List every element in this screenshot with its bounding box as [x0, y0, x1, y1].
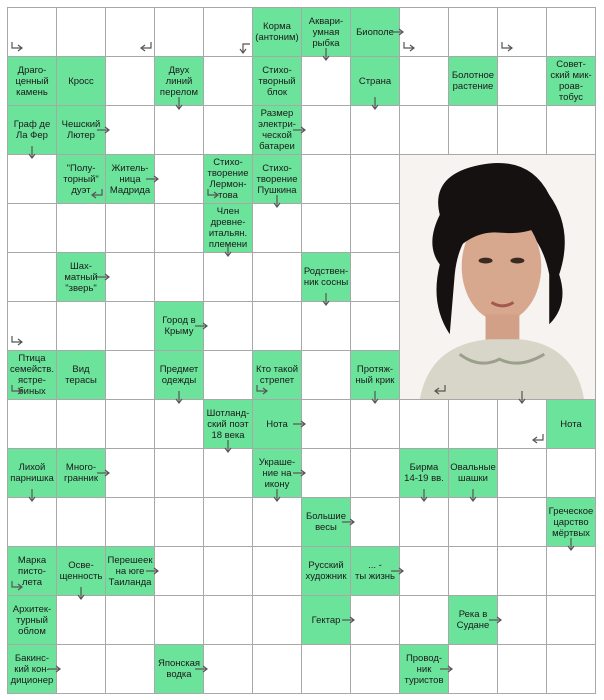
answer-cell[interactable]	[105, 203, 155, 253]
answer-cell[interactable]	[350, 399, 400, 449]
clue-cell	[399, 644, 449, 694]
answer-cell[interactable]	[105, 7, 155, 57]
clue-cell	[350, 7, 400, 57]
answer-cell[interactable]	[203, 350, 253, 400]
clue-cell	[252, 399, 302, 449]
clue-cell	[350, 56, 400, 106]
clue-cell	[203, 203, 253, 253]
clue-cell	[154, 350, 204, 400]
answer-cell[interactable]	[399, 546, 449, 596]
answer-cell[interactable]	[203, 644, 253, 694]
answer-cell[interactable]	[546, 7, 596, 57]
clue-text: Перешеек на юге Таиланда	[107, 554, 153, 588]
answer-cell[interactable]	[350, 644, 400, 694]
clue-text: Марка писто- лета	[17, 554, 47, 588]
answer-cell[interactable]	[448, 644, 498, 694]
clue-text: Лихой парнишка	[10, 462, 54, 484]
answer-cell[interactable]	[350, 595, 400, 645]
clue-cell	[252, 56, 302, 106]
clue-cell	[546, 56, 596, 106]
clue-cell	[7, 448, 57, 498]
answer-cell[interactable]	[154, 105, 204, 155]
clue-text: Драго- ценный камень	[15, 64, 49, 98]
answer-cell[interactable]	[105, 56, 155, 106]
clue-text: Нота	[560, 418, 582, 430]
clue-cell	[7, 644, 57, 694]
clue-text: Провод- ник туристов	[404, 652, 444, 686]
answer-cell[interactable]	[399, 595, 449, 645]
answer-cell[interactable]	[56, 497, 106, 547]
answer-cell[interactable]	[105, 399, 155, 449]
answer-cell[interactable]	[301, 350, 351, 400]
clue-cell	[546, 399, 596, 449]
clue-text: Греческое царство мёртвых	[548, 505, 594, 539]
answer-cell[interactable]	[203, 7, 253, 57]
clue-cell	[56, 105, 106, 155]
answer-cell[interactable]	[399, 497, 449, 547]
answer-cell[interactable]	[154, 7, 204, 57]
answer-cell[interactable]	[448, 546, 498, 596]
answer-cell[interactable]	[154, 448, 204, 498]
clue-text: "Полу- торный" дуэт	[63, 162, 99, 196]
clue-text: Совет- ский мик- роав- тобус	[550, 59, 592, 103]
clue-cell	[56, 546, 106, 596]
clue-text: Бакинс- кий кон- диционер	[10, 652, 54, 686]
answer-cell[interactable]	[546, 644, 596, 694]
clue-cell	[105, 546, 155, 596]
answer-cell[interactable]	[7, 497, 57, 547]
clue-text: Вид терасы	[65, 364, 97, 386]
answer-cell[interactable]	[7, 154, 57, 204]
answer-cell[interactable]	[252, 497, 302, 547]
answer-cell[interactable]	[301, 399, 351, 449]
answer-cell[interactable]	[399, 399, 449, 449]
answer-cell[interactable]	[497, 105, 547, 155]
clue-text: Двух линий перелом	[159, 64, 199, 98]
clue-text: Член древне- итальян. племени	[208, 206, 248, 250]
clue-cell	[448, 595, 498, 645]
clue-text: Корма (антоним)	[255, 21, 299, 43]
answer-cell[interactable]	[154, 399, 204, 449]
answer-cell[interactable]	[105, 252, 155, 302]
answer-cell[interactable]	[301, 56, 351, 106]
clue-cell	[546, 497, 596, 547]
answer-cell[interactable]	[154, 203, 204, 253]
clue-cell	[7, 595, 57, 645]
clue-text: Кто такой стрепет	[255, 364, 299, 386]
clue-cell	[252, 350, 302, 400]
clue-text: Стихо- творение Лермон- това	[207, 157, 249, 201]
clue-text: Осве- щенность	[59, 560, 103, 582]
clue-text: Кросс	[68, 75, 94, 87]
clue-cell	[252, 154, 302, 204]
clue-cell	[301, 497, 351, 547]
answer-cell[interactable]	[497, 7, 547, 57]
clue-cell	[7, 546, 57, 596]
answer-cell[interactable]	[301, 105, 351, 155]
clue-text: Родствен- ник сосны	[303, 266, 349, 288]
clue-text: ... - ты жизнь	[354, 560, 396, 582]
clue-text: Шотланд- ский поэт 18 века	[206, 407, 250, 441]
answer-cell[interactable]	[203, 301, 253, 351]
clue-text: Аквари- умная рыбка	[308, 15, 344, 49]
clue-cell	[154, 56, 204, 106]
clue-text: Болотное растение	[451, 70, 495, 92]
clue-text: Украше- ние на икону	[258, 456, 296, 490]
clue-text: Большие весы	[305, 511, 346, 533]
clue-text: Бирма 14-19 вв.	[404, 462, 444, 484]
answer-cell[interactable]	[105, 350, 155, 400]
answer-cell[interactable]	[497, 595, 547, 645]
answer-cell[interactable]	[350, 154, 400, 204]
answer-cell[interactable]	[105, 595, 155, 645]
answer-cell[interactable]	[497, 644, 547, 694]
clue-cell	[350, 350, 400, 400]
answer-cell[interactable]	[301, 301, 351, 351]
clue-text: Стихо- творение Пушкина	[256, 162, 298, 196]
clue-cell	[56, 56, 106, 106]
clue-cell	[301, 7, 351, 57]
answer-cell[interactable]	[105, 301, 155, 351]
answer-cell[interactable]	[56, 595, 106, 645]
answer-cell[interactable]	[7, 252, 57, 302]
answer-cell[interactable]	[497, 399, 547, 449]
answer-cell[interactable]	[7, 399, 57, 449]
answer-cell[interactable]	[203, 252, 253, 302]
clue-text: Предмет одежды	[159, 364, 199, 386]
clue-text: Протяж- ный крик	[355, 364, 395, 386]
answer-cell[interactable]	[497, 497, 547, 547]
answer-cell[interactable]	[350, 252, 400, 302]
answer-cell[interactable]	[350, 301, 400, 351]
answer-cell[interactable]	[301, 203, 351, 253]
answer-cell[interactable]	[56, 399, 106, 449]
answer-cell[interactable]	[7, 7, 57, 57]
clue-cell	[252, 105, 302, 155]
clue-text: Русский художник	[305, 560, 347, 582]
answer-cell[interactable]	[56, 301, 106, 351]
clue-cell	[105, 154, 155, 204]
clue-cell	[203, 399, 253, 449]
answer-cell[interactable]	[203, 448, 253, 498]
answer-cell[interactable]	[448, 7, 498, 57]
answer-cell[interactable]	[546, 546, 596, 596]
clue-cell	[203, 154, 253, 204]
clue-text: Чешский Лютер	[61, 119, 101, 141]
clue-cell	[252, 7, 302, 57]
answer-cell[interactable]	[154, 595, 204, 645]
clue-cell	[56, 350, 106, 400]
answer-cell[interactable]	[448, 497, 498, 547]
clue-text: Гектар	[311, 614, 341, 626]
answer-cell[interactable]	[105, 497, 155, 547]
answer-cell[interactable]	[56, 644, 106, 694]
clue-text: Японская водка	[157, 658, 201, 680]
clue-text: Птица семейств. ястре- биных	[10, 353, 54, 397]
answer-cell[interactable]	[203, 105, 253, 155]
clue-cell	[56, 448, 106, 498]
clue-cell	[154, 644, 204, 694]
answer-cell[interactable]	[154, 154, 204, 204]
answer-cell[interactable]	[203, 595, 253, 645]
clue-text: Граф де Ла Фер	[13, 119, 51, 141]
answer-cell[interactable]	[7, 301, 57, 351]
clue-text: Размер электри- ческой батареи	[258, 108, 296, 152]
answer-cell[interactable]	[56, 203, 106, 253]
answer-cell[interactable]	[252, 252, 302, 302]
clue-cell	[252, 448, 302, 498]
clue-cell	[154, 301, 204, 351]
clue-text: Шах- матный "зверь"	[64, 260, 98, 294]
clue-text: Архитек- турный облом	[12, 603, 52, 637]
answer-cell[interactable]	[154, 497, 204, 547]
clue-text: Река в Судане	[456, 609, 490, 631]
answer-cell[interactable]	[350, 105, 400, 155]
clue-text: Овальные шашки	[450, 462, 496, 484]
answer-cell[interactable]	[399, 105, 449, 155]
clue-cell	[350, 546, 400, 596]
answer-cell[interactable]	[203, 497, 253, 547]
answer-cell[interactable]	[301, 448, 351, 498]
clue-cell	[301, 546, 351, 596]
answer-cell[interactable]	[154, 252, 204, 302]
clue-text: Биополе	[356, 26, 394, 38]
answer-cell[interactable]	[399, 56, 449, 106]
answer-cell[interactable]	[497, 448, 547, 498]
answer-cell[interactable]	[399, 7, 449, 57]
clue-text: Стихо- творный блок	[258, 64, 296, 98]
clue-text: Житель- ница Мадрида	[109, 162, 151, 196]
answer-cell[interactable]	[154, 546, 204, 596]
answer-cell[interactable]	[105, 105, 155, 155]
answer-cell[interactable]	[546, 448, 596, 498]
answer-cell[interactable]	[350, 497, 400, 547]
answer-cell[interactable]	[252, 595, 302, 645]
clue-text: Страна	[358, 75, 392, 87]
clue-text: Город в Крыму	[162, 315, 196, 337]
answer-cell[interactable]	[497, 56, 547, 106]
answer-cell[interactable]	[203, 56, 253, 106]
clue-cell	[7, 350, 57, 400]
answer-cell[interactable]	[497, 546, 547, 596]
portrait-photo	[399, 154, 596, 400]
answer-cell[interactable]	[546, 105, 596, 155]
clue-cell	[56, 154, 106, 204]
answer-cell[interactable]	[7, 203, 57, 253]
answer-cell[interactable]	[105, 644, 155, 694]
crossword-grid	[7, 7, 595, 693]
answer-cell[interactable]	[448, 399, 498, 449]
clue-cell	[301, 595, 351, 645]
answer-cell[interactable]	[252, 301, 302, 351]
clue-cell	[448, 448, 498, 498]
clue-cell	[301, 252, 351, 302]
answer-cell[interactable]	[301, 154, 351, 204]
answer-cell[interactable]	[546, 595, 596, 645]
answer-cell[interactable]	[301, 644, 351, 694]
clue-cell	[7, 56, 57, 106]
clue-text: Много- гранник	[64, 462, 98, 484]
clue-cell	[56, 252, 106, 302]
clue-cell	[448, 56, 498, 106]
clue-cell	[7, 105, 57, 155]
answer-cell[interactable]	[252, 203, 302, 253]
answer-cell[interactable]	[252, 644, 302, 694]
answer-cell[interactable]	[56, 7, 106, 57]
answer-cell[interactable]	[105, 448, 155, 498]
answer-cell[interactable]	[350, 203, 400, 253]
answer-cell[interactable]	[252, 546, 302, 596]
answer-cell[interactable]	[203, 546, 253, 596]
answer-cell[interactable]	[350, 448, 400, 498]
answer-cell[interactable]	[448, 105, 498, 155]
clue-cell	[399, 448, 449, 498]
clue-text: Нота	[266, 418, 288, 430]
